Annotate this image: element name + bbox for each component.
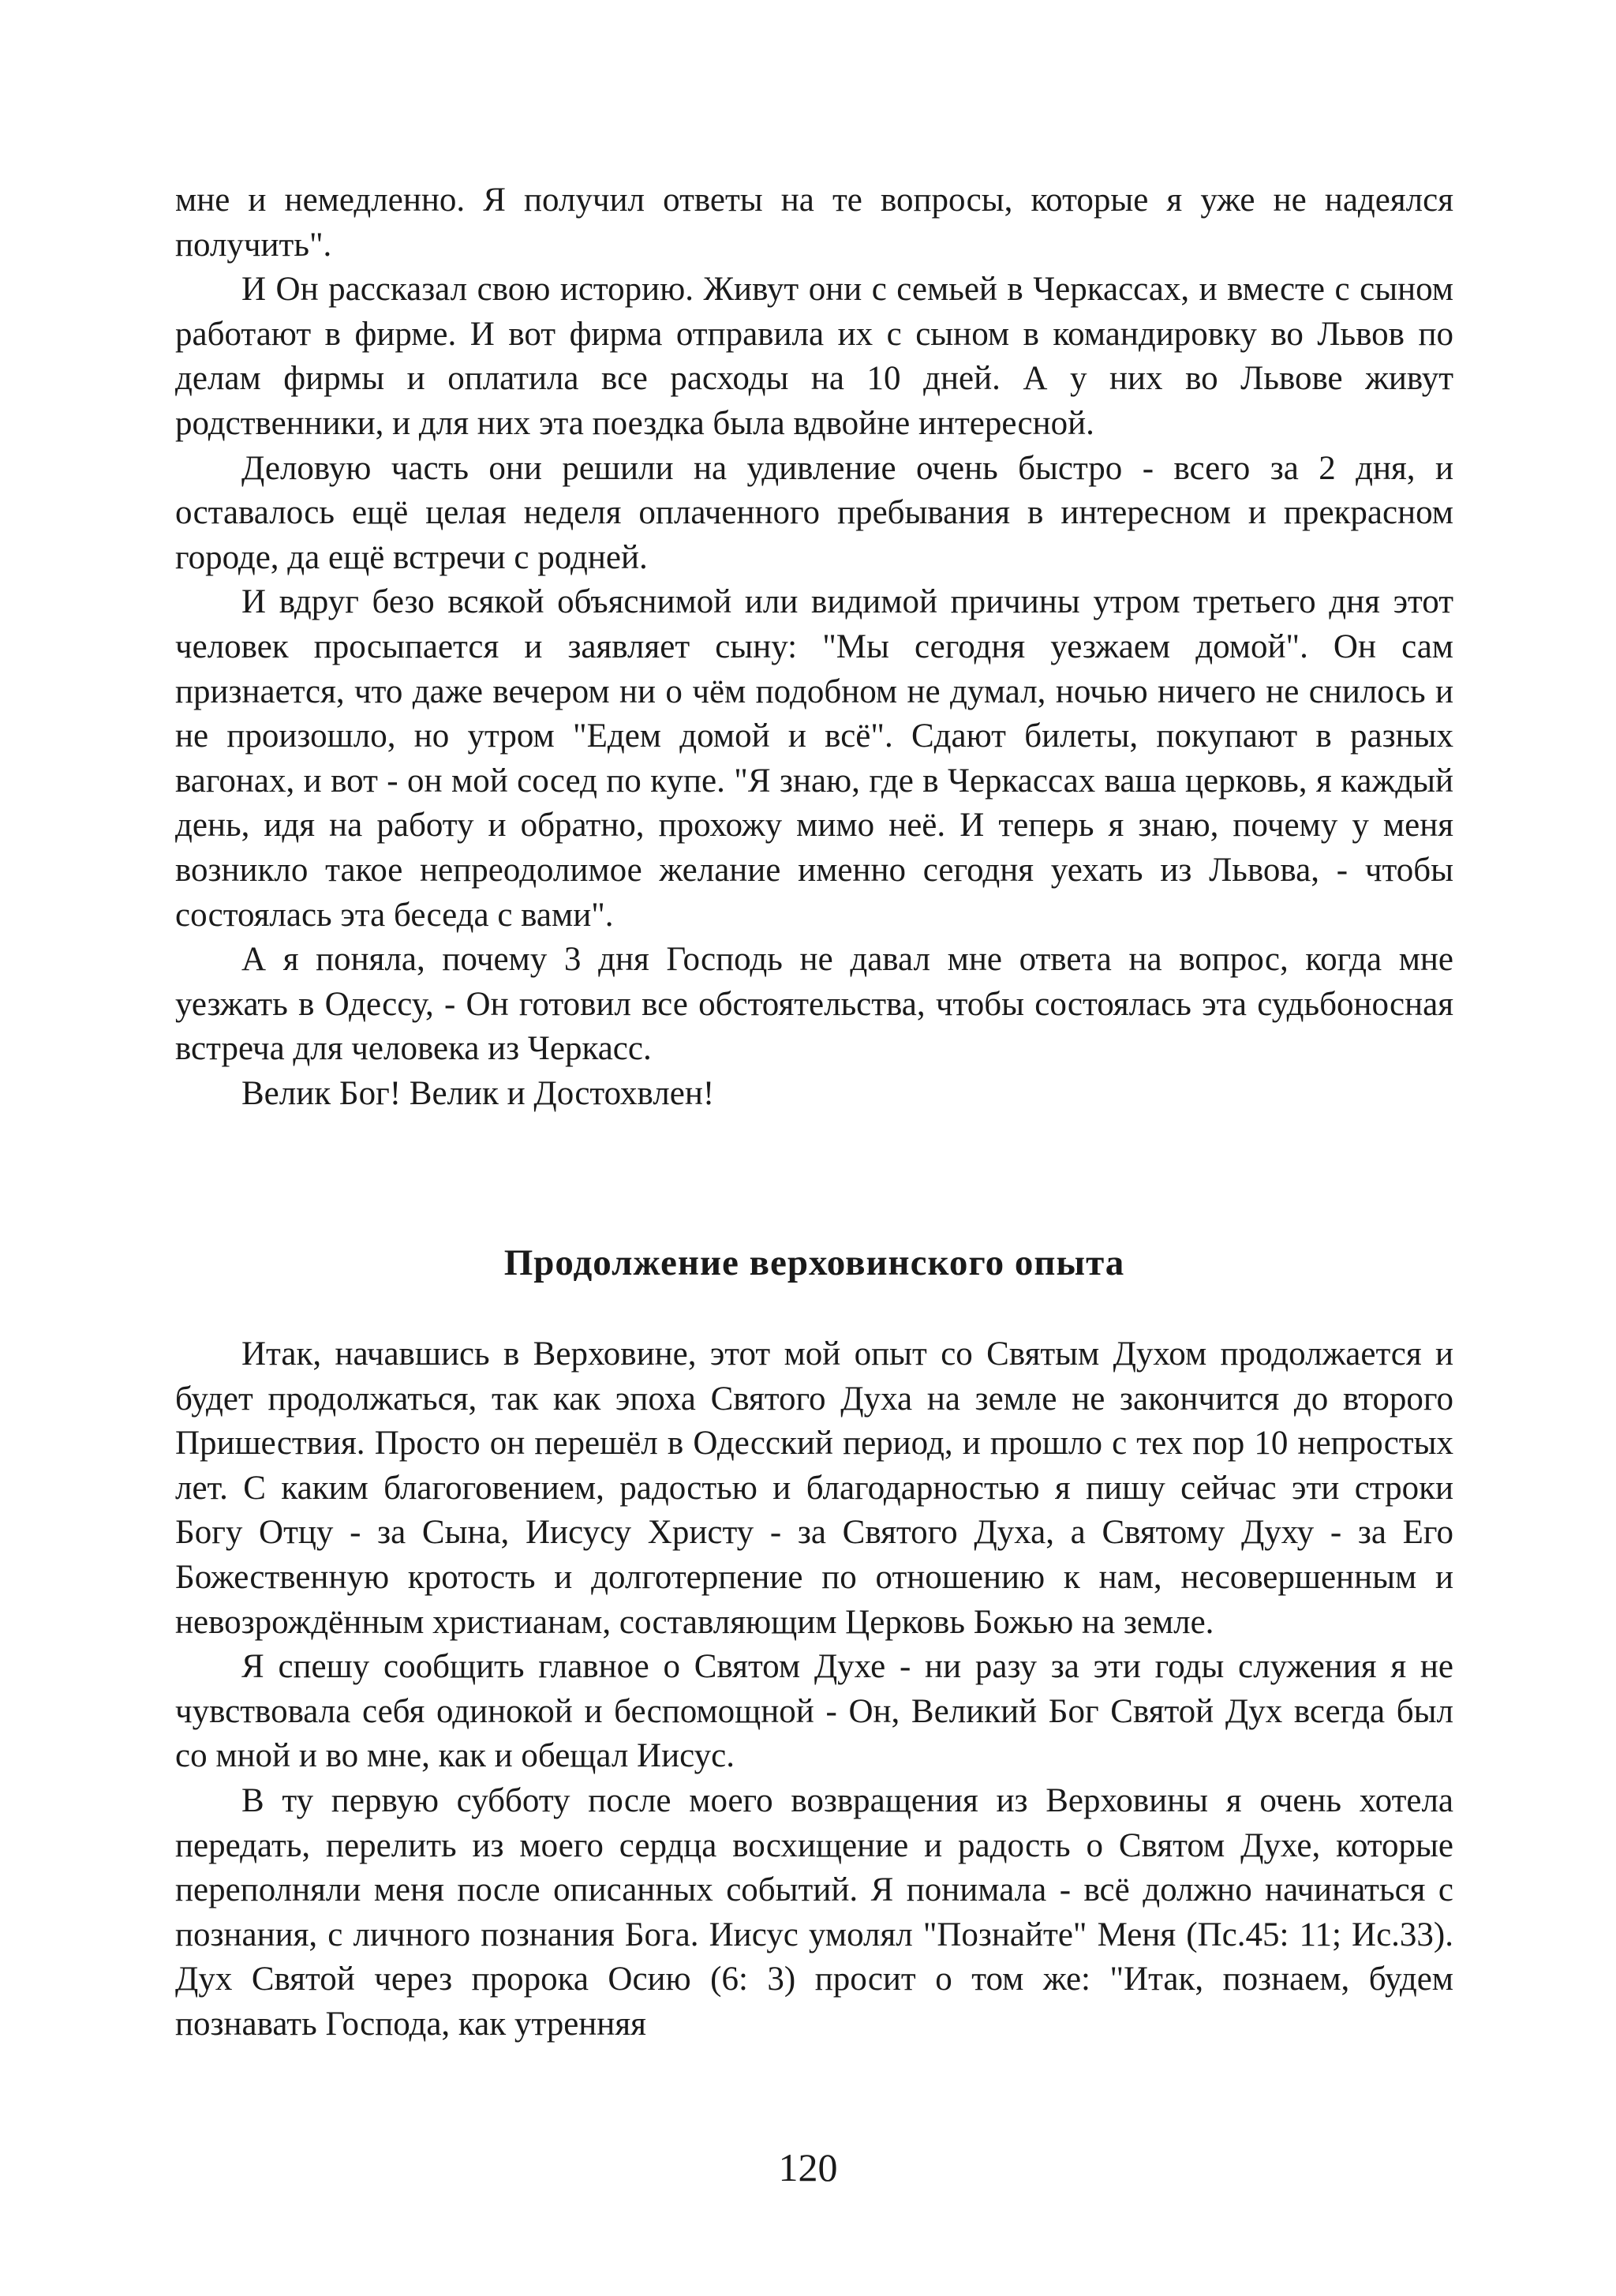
bottom-text-section <box>175 1332 1453 2047</box>
paragraph: А я поняла, почему 3 дня Господь не давал мне ответа на вопрос, когда мне уезжать в Одессу, - Он готовил все обстоятельства, чтобы состоялась эта судьбоносная встреча для человека из Черкасс. <box>175 941 1453 1068</box>
section-heading: Продолжение верховинского опыта <box>503 1242 1125 1283</box>
paragraph: И Он рассказал свою историю. Живут они с семьей в Черкассах, и вместе с сыном работают в фирме. И вот фирма отправила их с сыном в командировку во Львов по делам фирмы и оплатила все расходы на 10 дней. А у них во Львове живут родственники, и для них эта поездка была вдвойне интересной. <box>175 271 1453 442</box>
paragraph: Я спешу сообщить главное о Святом Духе - ни разу за эти годы служения я не чувствовала себя одинокой и беспомощной - Он, Великий Бог Святой Дух всегда был со мной и во мне, как и обещал Иисус. <box>175 1648 1453 1775</box>
paragraph: Итак, начавшись в Верховине, этот мой опыт со Святым Духом продолжается и будет продолжаться, так как эпоха Святого Духа на земле не закончится до второго Пришествия. Просто он перешёл в Одесский период, и прошло с тех пор 10 непростых лет. С каким благоговением, радостью и благодарностью я пишу сейчас эти строки Богу Отцу - за Сына, Иисусу Христу - за Святого Духа, а Святому Духу - за Его Божественную кротость и долготерпение по отношению к нам, несовершенным и невозрождённым христианам, составляющим Церковь Божью на земле. <box>175 1335 1453 1641</box>
page-number: 120 <box>778 2145 838 2189</box>
paragraph: мне и немедленно. Я получил ответы на те вопросы, которые я уже не надеялся получить". <box>175 182 1453 264</box>
paragraph: В ту первую субботу после моего возвращения из Верховины я очень хотела передать, перелить из моего сердца восхищение и радость о Святом Духе, которые переполняли меня после описанных событий. Я понимала - всё должно начинаться с познания, с личного познания Бога. Иисус умолял "Познайте" Меня (Пс.45: 11; Ис.33). Дух Святой через пророка Осию (6: 3) просит о том же: "Итак, познаем, будем познавать Господа, как утренняя <box>175 1781 1453 2043</box>
paragraph: Деловую часть они решили на удивление очень быстро - всего за 2 дня, и оставалось ещё целая неделя оплаченного пребывания в интересном и прекрасном городе, да ещё встречи с родней. <box>175 449 1453 576</box>
paragraph: Велик Бог! Велик и Достохвлен! <box>241 1074 715 1112</box>
paragraph: И вдруг безо всякой объяснимой или видимой причины утром третьего дня этот человек просыпается и заявляет сыну: "Мы сегодня уезжаем домой". Он сам признается, что даже вечером ни о чём подобном не думал, ночью ничего не снилось и не произошло, но утром "Едем домой и всё". Сдают билеты, покупают в разных вагонах, и вот - он мой сосед по купе. "Я знаю, где в Черкассах ваша церковь, я каждый день, идя на работу и обратно, прохожу мимо неё. И теперь я знаю, почему у меня возникло такое непреодолимое желание именно сегодня уехать из Львова, - чтобы состоялась эта беседа с вами". <box>175 583 1453 934</box>
top-text-section <box>175 178 1453 1116</box>
